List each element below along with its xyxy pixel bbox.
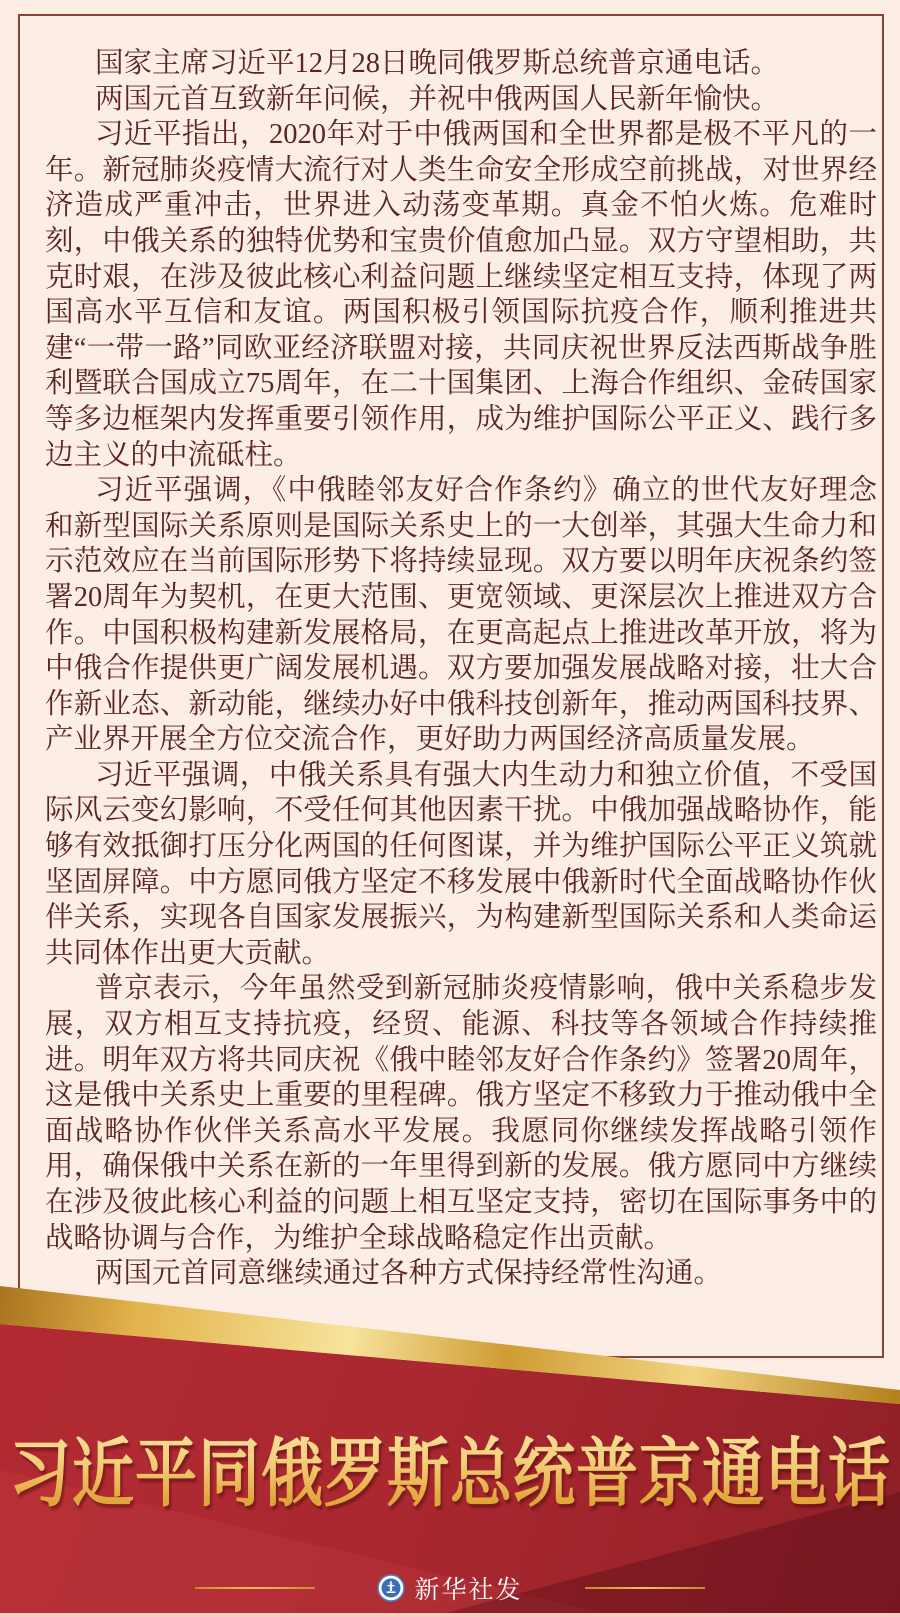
bottom-edge-strip: [0, 1613, 900, 1617]
credit-group: [377, 1570, 522, 1606]
article-body: [45, 46, 877, 1292]
article-paragraph: 两国元首同意继续通过各种方式保持经常性沟通。: [95, 1258, 723, 1290]
article-paragraph: 习近平指出，2020年对于中俄两国和全世界都是极不平凡的一年。新冠肺炎疫情大流行对人类生命安全形成空前挑战，对世界经济造成严重冲击，世界进入动荡变革期。真金不怕火炼。危难时刻，中俄关系的独特优势和宝贵价值愈加凸显。双方守望相助，共克时艰，在涉及彼此核心利益问题上继续坚定相互支持，体现了两国高水平互信和友谊。两国积极引领国际抗疫合作，顺利推进共建“一带一路”同欧亚经济联盟对接，共同庆祝世界反法西斯战争胜利暨联合国成立75周年，在二十国集团、上海合作组织、金砖国家等多边框架内发挥重要引领作用，成为维护国际公平正义、践行多边主义的中流砥柱。: [45, 119, 877, 471]
article-paragraph: 习近平强调，《中俄睦邻友好合作条约》确立的世代友好理念和新型国际关系原则是国际关系史上的一大创举，其强大生命力和示范效应在当前国际形势下将持续显现。双方要以明年庆祝条约签署20周年为契机，在更大范围、更宽领域、更深层次上推进双方合作。中国积极构建新发展格局，在更高起点上推进改革开放，将为中俄合作提供更广阔发展机遇。双方要加强发展战略对接，壮大合作新业态、新动能，继续办好中俄科技创新年，推动两国科技界、产业界开展全方位交流合作，更好助力两国经济高质量发展。: [45, 475, 877, 756]
footer-credit-row: [0, 1568, 900, 1608]
article-paragraph: 两国元首互致新年问候，并祝中俄两国人民新年愉快。: [95, 83, 780, 115]
article-paragraph: 习近平强调，中俄关系具有强大内生动力和独立价值，不受国际风云变幻影响，不受任何其他因素干扰。中俄加强战略协作，能够有效抵御打压分化两国的任何图谋，并为维护国际公平正义筑就坚固屏障。中方愿同俄方坚定不移发展中俄新时代全面战略协作伙伴关系，实现各自国家发展振兴，为构建新型国际关系和人类命运共同体作出更大贡献。: [45, 759, 877, 969]
xinhua-logo-icon: [377, 1574, 405, 1602]
credit-text: 新华社发: [414, 1576, 523, 1604]
gold-rule-right: [585, 1587, 705, 1589]
bottom-banner: [0, 1280, 900, 1617]
headline-title: 习近平同俄罗斯总统普京通电话: [0, 1414, 900, 1521]
article-paragraph: 国家主席习近平12月28日晚同俄罗斯总统普京通电话。: [95, 48, 780, 79]
gold-rule-left: [195, 1587, 315, 1589]
article-paragraph: 普京表示，今年虽然受到新冠肺炎疫情影响，俄中关系稳步发展，双方相互支持抗疫，经贸、能源、科技等各领域合作持续推进。明年双方将共同庆祝《俄中睦邻友好合作条约》签署20周年，这是俄中关系史上重要的里程碑。俄方坚定不移致力于推动俄中全面战略协作伙伴关系高水平发展。我愿同你继续发挥战略引领作用，确保俄中关系在新的一年里得到新的发展。俄方愿同中方继续在涉及彼此核心利益的问题上相互坚定支持，密切在国际事务中的战略协调与合作，为维护全球战略稳定作出贡献。: [45, 973, 877, 1254]
